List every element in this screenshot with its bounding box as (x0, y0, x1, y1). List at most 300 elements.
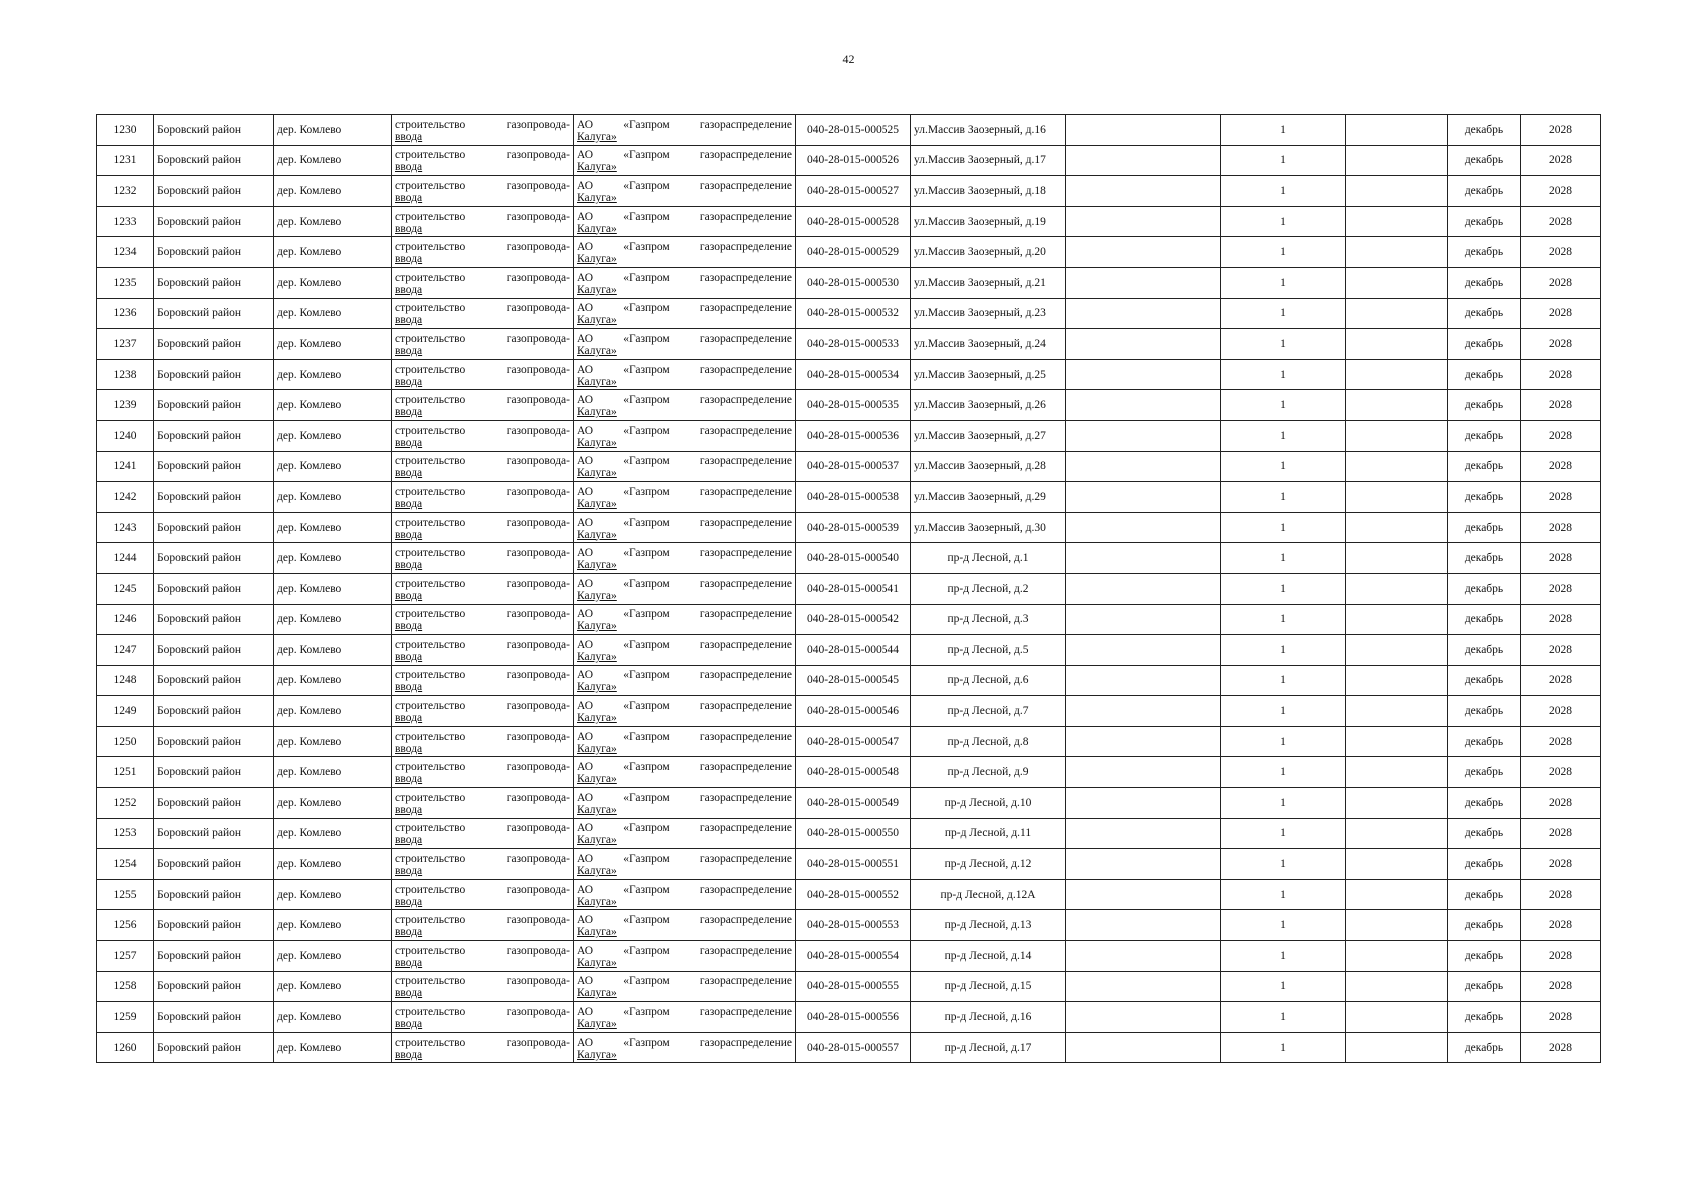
work-type-word-2: газопровода- (506, 730, 570, 743)
org-word-1: АО (577, 577, 594, 590)
org-word-2: «Газпром (623, 914, 670, 927)
settlement-cell: дер. Комлево (274, 390, 392, 421)
address-cell: ул.Массив Заозерный, д.23 (911, 298, 1066, 329)
month-cell: декабрь (1448, 237, 1521, 268)
district-cell: Боровский район (154, 267, 274, 298)
row-number: 1239 (97, 390, 154, 421)
empty-cell (1066, 818, 1221, 849)
settlement-cell: дер. Комлево (274, 818, 392, 849)
organization-cell (574, 451, 796, 482)
table-row (97, 757, 1601, 788)
work-type-cell (392, 420, 574, 451)
org-word-4: Калуга» (577, 1018, 617, 1031)
work-type-word-2: газопровода- (506, 577, 570, 590)
address-cell: ул.Массив Заозерный, д.19 (911, 206, 1066, 237)
work-type-word-1: строительство (395, 271, 466, 284)
quantity-cell: 1 (1221, 665, 1346, 696)
org-word-1: АО (577, 608, 594, 621)
work-type-word-2: газопровода- (506, 332, 570, 345)
org-word-2: «Газпром (623, 791, 670, 804)
org-word-2: «Газпром (623, 271, 670, 284)
row-number: 1250 (97, 726, 154, 757)
address-cell: пр-д Лесной, д.15 (911, 971, 1066, 1002)
empty-cell (1066, 1002, 1221, 1033)
org-word-3: газораспределение (699, 883, 792, 896)
empty-cell (1346, 757, 1448, 788)
work-type-word-1: строительство (395, 914, 466, 927)
organization-cell (574, 512, 796, 543)
district-cell: Боровский район (154, 115, 274, 146)
object-code-cell: 040-28-015-000529 (796, 237, 911, 268)
quantity-cell: 1 (1221, 145, 1346, 176)
work-type-word-1: строительство (395, 424, 466, 437)
empty-cell (1066, 1032, 1221, 1063)
object-code-cell: 040-28-015-000527 (796, 176, 911, 207)
year-cell: 2028 (1521, 206, 1601, 237)
org-word-4: Калуга» (577, 497, 617, 510)
address-cell: ул.Массив Заозерный, д.26 (911, 390, 1066, 421)
empty-cell (1066, 757, 1221, 788)
address-cell: пр-д Лесной, д.12 (911, 849, 1066, 880)
object-code-cell: 040-28-015-000550 (796, 818, 911, 849)
month-cell: декабрь (1448, 971, 1521, 1002)
settlement-cell: дер. Комлево (274, 1032, 392, 1063)
table-row (97, 879, 1601, 910)
work-type-word-2: газопровода- (506, 455, 570, 468)
org-word-3: газораспределение (699, 944, 792, 957)
table-row (97, 206, 1601, 237)
year-cell: 2028 (1521, 390, 1601, 421)
quantity-cell: 1 (1221, 604, 1346, 635)
work-type-word-1: строительство (395, 638, 466, 651)
empty-cell (1346, 696, 1448, 727)
org-word-3: газораспределение (699, 394, 792, 407)
org-word-4: Калуга» (577, 681, 617, 694)
month-cell: декабрь (1448, 604, 1521, 635)
address-cell: ул.Массив Заозерный, д.16 (911, 115, 1066, 146)
month-cell: декабрь (1448, 910, 1521, 941)
row-number: 1253 (97, 818, 154, 849)
empty-cell (1066, 206, 1221, 237)
empty-cell (1346, 971, 1448, 1002)
quantity-cell: 1 (1221, 971, 1346, 1002)
quantity-cell: 1 (1221, 879, 1346, 910)
work-type-word-1: строительство (395, 241, 466, 254)
table-row (97, 635, 1601, 666)
org-word-2: «Газпром (623, 730, 670, 743)
org-word-4: Калуга» (577, 620, 617, 633)
work-type-cell (392, 176, 574, 207)
empty-cell (1346, 267, 1448, 298)
org-word-1: АО (577, 485, 594, 498)
table-row (97, 788, 1601, 819)
org-word-4: Калуга» (577, 956, 617, 969)
org-word-3: газораспределение (699, 761, 792, 774)
org-word-4: Калуга» (577, 559, 617, 572)
year-cell: 2028 (1521, 512, 1601, 543)
quantity-cell: 1 (1221, 543, 1346, 574)
empty-cell (1066, 267, 1221, 298)
row-number: 1237 (97, 329, 154, 360)
org-word-3: газораспределение (699, 424, 792, 437)
org-word-3: газораспределение (699, 332, 792, 345)
work-type-word-1: строительство (395, 761, 466, 774)
work-type-word-1: строительство (395, 700, 466, 713)
settlement-cell: дер. Комлево (274, 512, 392, 543)
empty-cell (1066, 176, 1221, 207)
work-type-word-1: строительство (395, 944, 466, 957)
year-cell: 2028 (1521, 482, 1601, 513)
quantity-cell: 1 (1221, 237, 1346, 268)
object-code-cell: 040-28-015-000547 (796, 726, 911, 757)
table-row (97, 910, 1601, 941)
work-type-word-3: ввода (395, 834, 423, 847)
org-word-1: АО (577, 883, 594, 896)
work-type-word-2: газопровода- (506, 853, 570, 866)
empty-cell (1346, 420, 1448, 451)
work-type-word-2: газопровода- (506, 883, 570, 896)
object-code-cell: 040-28-015-000553 (796, 910, 911, 941)
object-code-cell: 040-28-015-000557 (796, 1032, 911, 1063)
work-type-word-2: газопровода- (506, 547, 570, 560)
settlement-cell: дер. Комлево (274, 451, 392, 482)
address-cell: пр-д Лесной, д.6 (911, 665, 1066, 696)
org-word-2: «Газпром (623, 1006, 670, 1019)
org-word-2: «Газпром (623, 516, 670, 529)
address-cell: пр-д Лесной, д.1 (911, 543, 1066, 574)
work-type-word-1: строительство (395, 1006, 466, 1019)
row-number: 1258 (97, 971, 154, 1002)
organization-cell (574, 879, 796, 910)
empty-cell (1346, 818, 1448, 849)
district-cell: Боровский район (154, 512, 274, 543)
work-type-word-3: ввода (395, 436, 423, 449)
organization-cell (574, 818, 796, 849)
object-code-cell: 040-28-015-000526 (796, 145, 911, 176)
empty-cell (1346, 145, 1448, 176)
month-cell: декабрь (1448, 818, 1521, 849)
work-type-word-2: газопровода- (506, 271, 570, 284)
settlement-cell: дер. Комлево (274, 788, 392, 819)
address-cell: ул.Массив Заозерный, д.29 (911, 482, 1066, 513)
work-type-word-3: ввода (395, 467, 423, 480)
quantity-cell: 1 (1221, 267, 1346, 298)
work-type-word-2: газопровода- (506, 700, 570, 713)
org-word-4: Калуга» (577, 344, 617, 357)
empty-cell (1066, 359, 1221, 390)
district-cell: Боровский район (154, 879, 274, 910)
table-row (97, 1002, 1601, 1033)
address-cell: пр-д Лесной, д.3 (911, 604, 1066, 635)
table-row (97, 298, 1601, 329)
empty-cell (1346, 573, 1448, 604)
work-type-word-1: строительство (395, 485, 466, 498)
org-word-3: газораспределение (699, 638, 792, 651)
organization-cell (574, 665, 796, 696)
month-cell: декабрь (1448, 879, 1521, 910)
year-cell: 2028 (1521, 941, 1601, 972)
quantity-cell: 1 (1221, 573, 1346, 604)
work-type-cell (392, 879, 574, 910)
organization-cell (574, 726, 796, 757)
address-cell: пр-д Лесной, д.2 (911, 573, 1066, 604)
work-type-word-3: ввода (395, 865, 423, 878)
empty-cell (1066, 849, 1221, 880)
object-code-cell: 040-28-015-000549 (796, 788, 911, 819)
org-word-4: Калуга» (577, 1048, 617, 1061)
month-cell: декабрь (1448, 573, 1521, 604)
object-code-cell: 040-28-015-000554 (796, 941, 911, 972)
registry-table (96, 114, 1601, 1063)
work-type-cell (392, 604, 574, 635)
work-type-word-3: ввода (395, 895, 423, 908)
object-code-cell: 040-28-015-000548 (796, 757, 911, 788)
organization-cell (574, 635, 796, 666)
work-type-word-3: ввода (395, 926, 423, 939)
org-word-1: АО (577, 914, 594, 927)
empty-cell (1066, 971, 1221, 1002)
empty-cell (1066, 941, 1221, 972)
work-type-word-1: строительство (395, 394, 466, 407)
page-number: 42 (842, 52, 855, 66)
org-word-4: Калуга» (577, 834, 617, 847)
work-type-word-2: газопровода- (506, 944, 570, 957)
work-type-word-3: ввода (395, 956, 423, 969)
org-word-4: Калуга» (577, 650, 617, 663)
empty-cell (1346, 237, 1448, 268)
org-word-2: «Газпром (623, 302, 670, 315)
settlement-cell: дер. Комлево (274, 635, 392, 666)
work-type-word-1: строительство (395, 179, 466, 192)
quantity-cell: 1 (1221, 482, 1346, 513)
work-type-word-3: ввода (395, 681, 423, 694)
month-cell: декабрь (1448, 420, 1521, 451)
row-number: 1232 (97, 176, 154, 207)
empty-cell (1066, 879, 1221, 910)
table-row (97, 1032, 1601, 1063)
org-word-2: «Газпром (623, 118, 670, 131)
empty-cell (1346, 604, 1448, 635)
empty-cell (1066, 573, 1221, 604)
row-number: 1260 (97, 1032, 154, 1063)
org-word-2: «Газпром (623, 210, 670, 223)
district-cell: Боровский район (154, 757, 274, 788)
table-row (97, 604, 1601, 635)
org-word-3: газораспределение (699, 975, 792, 988)
empty-cell (1346, 206, 1448, 237)
object-code-cell: 040-28-015-000532 (796, 298, 911, 329)
year-cell: 2028 (1521, 849, 1601, 880)
work-type-word-1: строительство (395, 822, 466, 835)
table-row (97, 176, 1601, 207)
work-type-cell (392, 267, 574, 298)
org-word-2: «Газпром (623, 547, 670, 560)
month-cell: декабрь (1448, 1002, 1521, 1033)
table-row (97, 696, 1601, 727)
object-code-cell: 040-28-015-000544 (796, 635, 911, 666)
org-word-1: АО (577, 394, 594, 407)
year-cell: 2028 (1521, 726, 1601, 757)
empty-cell (1066, 665, 1221, 696)
work-type-word-3: ввода (395, 987, 423, 1000)
year-cell: 2028 (1521, 237, 1601, 268)
empty-cell (1346, 176, 1448, 207)
work-type-cell (392, 941, 574, 972)
object-code-cell: 040-28-015-000540 (796, 543, 911, 574)
row-number: 1243 (97, 512, 154, 543)
empty-cell (1346, 1002, 1448, 1033)
organization-cell (574, 604, 796, 635)
quantity-cell: 1 (1221, 298, 1346, 329)
work-type-word-1: строительство (395, 302, 466, 315)
org-word-1: АО (577, 271, 594, 284)
org-word-3: газораспределение (699, 271, 792, 284)
work-type-cell (392, 390, 574, 421)
org-word-3: газораспределение (699, 822, 792, 835)
work-type-cell (392, 971, 574, 1002)
org-word-3: газораспределение (699, 210, 792, 223)
row-number: 1255 (97, 879, 154, 910)
org-word-3: газораспределение (699, 608, 792, 621)
org-word-3: газораспределение (699, 455, 792, 468)
address-cell: ул.Массив Заозерный, д.28 (911, 451, 1066, 482)
empty-cell (1066, 910, 1221, 941)
org-word-1: АО (577, 547, 594, 560)
organization-cell (574, 237, 796, 268)
year-cell: 2028 (1521, 573, 1601, 604)
work-type-word-2: газопровода- (506, 791, 570, 804)
empty-cell (1066, 512, 1221, 543)
org-word-1: АО (577, 761, 594, 774)
work-type-cell (392, 543, 574, 574)
work-type-word-3: ввода (395, 559, 423, 572)
month-cell: декабрь (1448, 359, 1521, 390)
district-cell: Боровский район (154, 1002, 274, 1033)
quantity-cell: 1 (1221, 910, 1346, 941)
settlement-cell: дер. Комлево (274, 145, 392, 176)
work-type-word-3: ввода (395, 712, 423, 725)
month-cell: декабрь (1448, 512, 1521, 543)
work-type-word-1: строительство (395, 516, 466, 529)
work-type-word-1: строительство (395, 1036, 466, 1049)
quantity-cell: 1 (1221, 512, 1346, 543)
org-word-3: газораспределение (699, 547, 792, 560)
org-word-1: АО (577, 363, 594, 376)
org-word-3: газораспределение (699, 179, 792, 192)
work-type-cell (392, 237, 574, 268)
org-word-1: АО (577, 1036, 594, 1049)
org-word-3: газораспределение (699, 149, 792, 162)
work-type-cell (392, 665, 574, 696)
year-cell: 2028 (1521, 420, 1601, 451)
address-cell: ул.Массив Заозерный, д.25 (911, 359, 1066, 390)
org-word-2: «Газпром (623, 577, 670, 590)
table-row (97, 451, 1601, 482)
year-cell: 2028 (1521, 879, 1601, 910)
month-cell: декабрь (1448, 543, 1521, 574)
org-word-3: газораспределение (699, 118, 792, 131)
row-number: 1247 (97, 635, 154, 666)
year-cell: 2028 (1521, 696, 1601, 727)
year-cell: 2028 (1521, 788, 1601, 819)
district-cell: Боровский район (154, 176, 274, 207)
empty-cell (1346, 512, 1448, 543)
org-word-1: АО (577, 210, 594, 223)
work-type-word-2: газопровода- (506, 394, 570, 407)
org-word-1: АО (577, 332, 594, 345)
row-number: 1246 (97, 604, 154, 635)
work-type-cell (392, 1002, 574, 1033)
district-cell: Боровский район (154, 359, 274, 390)
org-word-4: Калуга» (577, 161, 617, 174)
object-code-cell: 040-28-015-000552 (796, 879, 911, 910)
work-type-cell (392, 573, 574, 604)
district-cell: Боровский район (154, 237, 274, 268)
year-cell: 2028 (1521, 1002, 1601, 1033)
district-cell: Боровский район (154, 482, 274, 513)
object-code-cell: 040-28-015-000534 (796, 359, 911, 390)
organization-cell (574, 482, 796, 513)
empty-cell (1346, 849, 1448, 880)
work-type-word-3: ввода (395, 130, 423, 143)
empty-cell (1346, 941, 1448, 972)
empty-cell (1346, 665, 1448, 696)
row-number: 1259 (97, 1002, 154, 1033)
empty-cell (1346, 1032, 1448, 1063)
organization-cell (574, 176, 796, 207)
work-type-cell (392, 512, 574, 543)
work-type-word-2: газопровода- (506, 485, 570, 498)
year-cell: 2028 (1521, 604, 1601, 635)
org-word-3: газораспределение (699, 914, 792, 927)
settlement-cell: дер. Комлево (274, 420, 392, 451)
month-cell: декабрь (1448, 788, 1521, 819)
month-cell: декабрь (1448, 941, 1521, 972)
address-cell: пр-д Лесной, д.16 (911, 1002, 1066, 1033)
empty-cell (1346, 329, 1448, 360)
district-cell: Боровский район (154, 451, 274, 482)
table-row (97, 726, 1601, 757)
row-number: 1235 (97, 267, 154, 298)
object-code-cell: 040-28-015-000545 (796, 665, 911, 696)
empty-cell (1066, 298, 1221, 329)
district-cell: Боровский район (154, 910, 274, 941)
work-type-word-2: газопровода- (506, 363, 570, 376)
year-cell: 2028 (1521, 359, 1601, 390)
org-word-1: АО (577, 179, 594, 192)
object-code-cell: 040-28-015-000538 (796, 482, 911, 513)
row-number: 1245 (97, 573, 154, 604)
work-type-cell (392, 849, 574, 880)
work-type-word-1: строительство (395, 791, 466, 804)
quantity-cell: 1 (1221, 696, 1346, 727)
org-word-2: «Газпром (623, 669, 670, 682)
year-cell: 2028 (1521, 971, 1601, 1002)
work-type-word-3: ввода (395, 620, 423, 633)
work-type-word-2: газопровода- (506, 241, 570, 254)
row-number: 1236 (97, 298, 154, 329)
settlement-cell: дер. Комлево (274, 971, 392, 1002)
org-word-4: Калуга» (577, 926, 617, 939)
settlement-cell: дер. Комлево (274, 206, 392, 237)
district-cell: Боровский район (154, 726, 274, 757)
row-number: 1249 (97, 696, 154, 727)
row-number: 1252 (97, 788, 154, 819)
work-type-word-2: газопровода- (506, 1006, 570, 1019)
row-number: 1242 (97, 482, 154, 513)
year-cell: 2028 (1521, 451, 1601, 482)
quantity-cell: 1 (1221, 329, 1346, 360)
